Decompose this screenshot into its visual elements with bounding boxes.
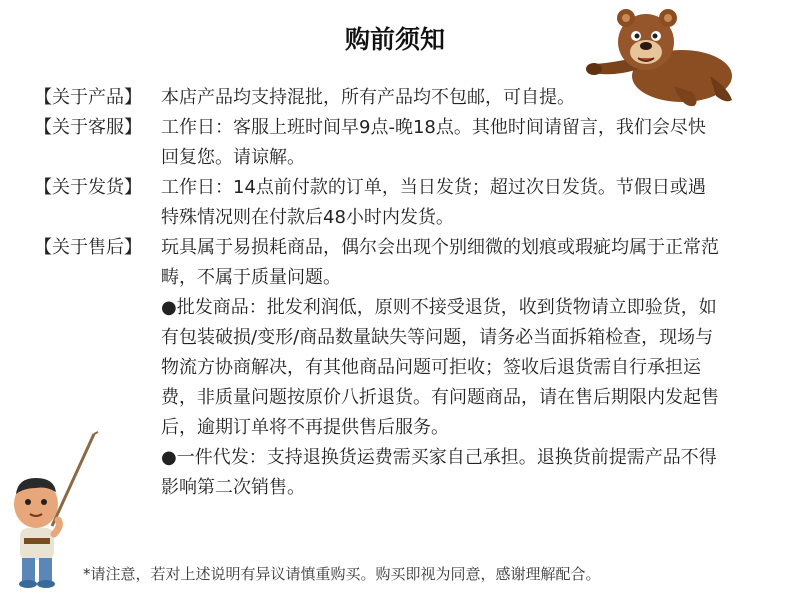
section-tag: 【关于客服】 (34, 117, 142, 138)
section-body: 本店产品均支持混批，所有产品均不包邮，可自提。 (161, 87, 575, 108)
section-product (34, 83, 723, 113)
section-after-sales (34, 233, 723, 503)
section-tag: 【关于发货】 (34, 177, 142, 198)
section-body: 工作日：客服上班时间早9点-晚18点。其他时间请留言，我们会尽快回复您。请谅解。 (161, 117, 706, 168)
section-customer-service (34, 113, 723, 173)
section-tag: 【关于售后】 (34, 237, 142, 258)
section-shipping (34, 173, 723, 233)
page-title: 购前须知 (344, 25, 445, 54)
section-body: 工作日：14点前付款的订单，当日发货；超过次日发货。节假日或遇特殊情况则在付款后48小时内发货。 (161, 177, 706, 228)
dropship-policy: ●一件代发：支持退换货运费需买家自己承担。退换货前提需产品不得影响第二次销售。 (161, 447, 717, 498)
section-body: 玩具属于易损耗商品，偶尔会出现个别细微的划痕或瑕疵均属于正常范畴，不属于质量问题。 (161, 237, 719, 288)
section-tag: 【关于产品】 (34, 87, 142, 108)
footnote: *请注意，若对上述说明有异议请慎重购买。购买即视为同意，感谢理解配合。 (83, 565, 601, 583)
wholesale-policy: ●批发商品：批发利润低，原则不接受退货，收到货物请立即验货，如有包装破损/变形/商品数量缺失等问题，请务必当面拆箱检查，现场与物流方协商解决，有其他商品问题可拒收；签收后退货需自行承担运费，非质量问题按原价八折退货。有问题商品，请在售后期限内发起售后，逾期订单将不再提供售后服务。 (161, 297, 719, 438)
